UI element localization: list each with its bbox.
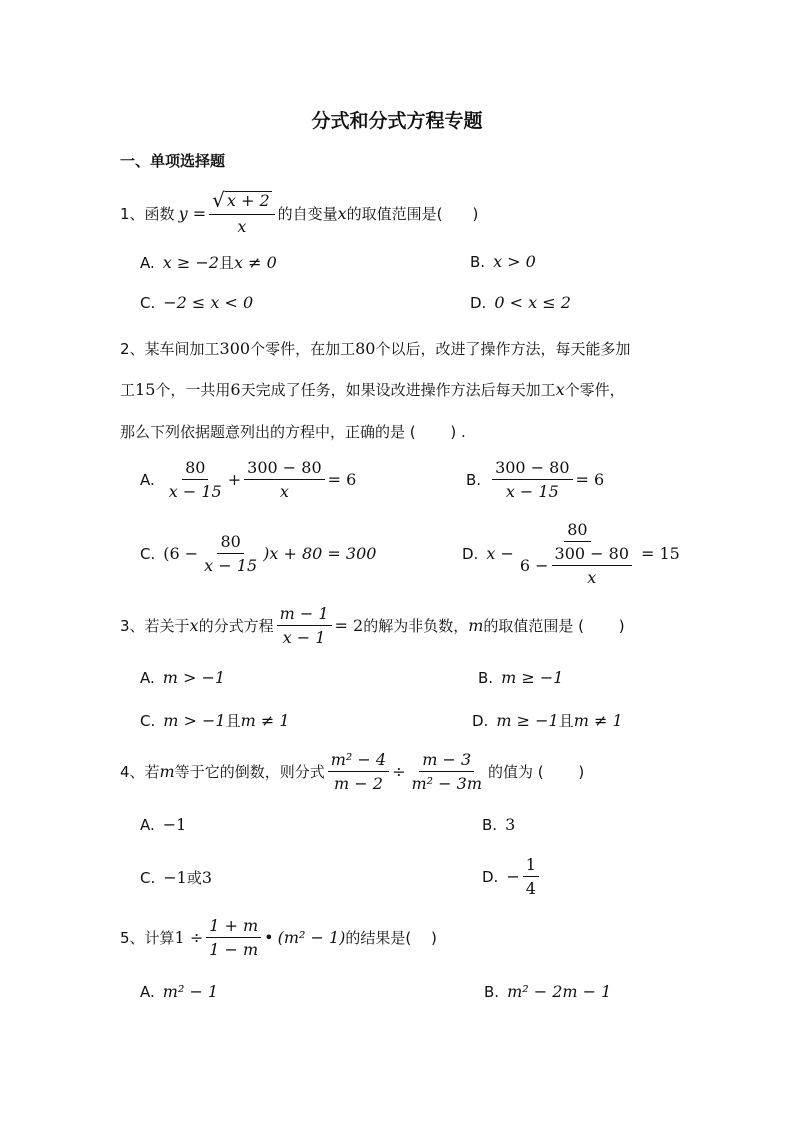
q4-fraction-1: $\frac{\text{m² − 4}}{m - 2}$ <box>328 750 389 793</box>
q4-option-c[interactable] <box>140 867 212 888</box>
q5-option-a[interactable] <box>140 982 218 1001</box>
option-fraction: $\frac{80}{x - 15}$ <box>204 532 258 575</box>
option-expr: 3 <box>201 868 213 887</box>
q1-option-c[interactable] <box>140 293 253 312</box>
option-label: C. <box>140 711 156 730</box>
option-fraction: $\frac{80}{x - 15}$ <box>168 458 222 501</box>
option-label: A. <box>140 470 155 489</box>
option-expr: −1 <box>162 815 187 834</box>
q2-var: x <box>555 380 565 399</box>
question-2-line-1 <box>120 338 630 359</box>
q4-var: m <box>159 762 175 781</box>
option-label: D. <box>472 711 489 730</box>
q1-fraction <box>209 190 275 236</box>
q1-radicand: x + 2 <box>226 191 270 210</box>
option-expr: m > −1 <box>162 668 226 687</box>
option-label: C. <box>140 293 156 312</box>
q5-option-b[interactable] <box>484 982 611 1001</box>
option-label: A. <box>140 982 155 1001</box>
page-title: 分式和分式方程专题 <box>311 110 483 132</box>
q2-number: 6 <box>230 380 241 399</box>
q4-fraction-2: $\frac{m - 3}{\text{m² − 3m}}$ <box>411 750 482 793</box>
q2-text: 个零件，在加工 <box>250 340 356 358</box>
option-label: A. <box>140 668 155 687</box>
q1-option-b[interactable] <box>470 252 536 271</box>
option-label: B. <box>482 815 498 834</box>
q2-number: 80 <box>355 339 376 358</box>
option-expr: m ≠ 1 <box>573 711 623 730</box>
q2-text: 个以后，改进了操作方法，每天能多加 <box>375 340 631 358</box>
q2-option-b[interactable] <box>466 458 604 501</box>
option-conj: 且 <box>225 712 241 730</box>
q4-option-d[interactable] <box>482 855 542 898</box>
option-label: B. <box>470 252 486 271</box>
option-expr: )x + 80 = 300 <box>263 544 377 563</box>
q5-dot: • <box>264 928 274 947</box>
option-fraction: 80 6 − $\frac{300 - 80}{x}$ <box>517 520 638 587</box>
q2-text: 天完成了任务，如果设改进操作方法后每天加工 <box>240 381 556 399</box>
option-fraction: $\frac{300 - 80}{x - 15}$ <box>492 458 572 501</box>
option-expr: 3 <box>505 815 516 834</box>
q1-mid-text: 的自变量 <box>277 204 338 223</box>
q3-var: x <box>189 616 199 635</box>
option-expr: m² − 2m − 1 <box>507 982 612 1001</box>
q2-number: 15 <box>135 380 156 399</box>
option-label: C. <box>140 868 156 887</box>
q1-denominator: x <box>237 217 247 236</box>
question-3 <box>120 604 625 647</box>
question-5 <box>120 916 437 959</box>
q1-pre-text: 函数 <box>144 204 175 223</box>
option-conj: 且 <box>218 254 234 272</box>
option-expr: m ≠ 1 <box>240 711 290 730</box>
q1-var: x <box>337 203 347 223</box>
option-expr: 0 < x ≤ 2 <box>494 293 571 312</box>
q1-option-d[interactable] <box>470 293 571 312</box>
q3-eq: = 2 <box>334 616 364 635</box>
option-conj: 或 <box>186 869 202 887</box>
option-label: D. <box>470 293 487 312</box>
option-expr: x − <box>486 544 514 563</box>
option-label: A. <box>140 815 155 834</box>
q1-prefix: 1、 <box>120 204 145 223</box>
q1-post-text: 的取值范围是( ) <box>346 204 479 223</box>
option-fraction: $\frac{1}{4}$ <box>523 855 539 898</box>
option-rhs: = 6 <box>575 470 605 489</box>
option-rhs: = 15 <box>641 544 680 563</box>
option-label: A. <box>140 253 155 272</box>
q2-text: 工 <box>120 381 136 399</box>
option-rhs: = 6 <box>327 470 357 489</box>
sqrt-icon: √ <box>212 188 225 212</box>
q5-fraction: $\frac{1 + m}{1 - m}$ <box>206 916 261 959</box>
question-2-line-2 <box>120 379 625 400</box>
option-label: D. <box>462 544 479 563</box>
q1-y-eq: y = <box>178 203 207 223</box>
option-expr: m > −1 <box>163 711 226 730</box>
q1-option-a[interactable] <box>140 252 277 273</box>
q4-option-a[interactable] <box>140 815 186 834</box>
option-expr: x ≥ −2 <box>162 253 219 272</box>
option-expr: −1 <box>163 868 187 887</box>
option-expr: x ≠ 0 <box>233 253 277 272</box>
option-sign: − <box>506 867 520 886</box>
q2-number: 300 <box>219 339 251 358</box>
option-expr: x > 0 <box>493 252 536 271</box>
q4-text: 的值为 ( ) <box>488 763 585 781</box>
question-1 <box>120 190 478 236</box>
q2-option-d[interactable] <box>462 520 680 587</box>
q2-option-a[interactable] <box>140 458 356 501</box>
q3-fraction: $\frac{m - 1}{x - 1}$ <box>277 604 332 647</box>
q5-expr: (m² − 1) <box>277 928 346 947</box>
option-op: + <box>227 470 242 489</box>
q3-text: 的分式方程 <box>198 617 274 635</box>
section-heading: 一、单项选择题 <box>120 152 226 170</box>
q2-text: 个，一共用 <box>155 381 231 399</box>
q3-option-c[interactable] <box>140 710 290 731</box>
q3-var: m <box>468 616 484 635</box>
q3-option-b[interactable] <box>478 668 563 687</box>
q3-option-d[interactable] <box>472 710 623 731</box>
q3-text: 3、若关于 <box>120 617 190 635</box>
q5-text: 5、计算 <box>120 929 175 947</box>
option-expr: m² − 1 <box>162 982 219 1001</box>
option-label: B. <box>466 470 482 489</box>
q5-expr: 1 ÷ <box>174 928 204 947</box>
option-expr: (6 − <box>163 544 199 563</box>
question-2-line-3: 那么下列依据题意列出的方程中，正确的是 ( ) . <box>120 423 466 441</box>
q4-divide: ÷ <box>392 762 406 781</box>
q3-text: 的解为非负数， <box>363 617 469 635</box>
question-4 <box>120 750 584 793</box>
q2-text: 个零件， <box>564 381 625 399</box>
q4-option-b[interactable] <box>482 815 515 834</box>
option-conj: 且 <box>558 712 574 730</box>
q3-option-a[interactable] <box>140 668 225 687</box>
option-fraction: $\frac{300 - 80}{x}$ <box>244 458 324 501</box>
option-label: B. <box>478 668 494 687</box>
q2-text: 2、某车间加工 <box>120 340 220 358</box>
q2-option-c[interactable] <box>140 532 376 575</box>
q4-text: 等于它的倒数，则分式 <box>174 763 325 781</box>
option-label: C. <box>140 544 156 563</box>
option-label: D. <box>482 867 499 886</box>
option-expr: m ≥ −1 <box>496 711 559 730</box>
q5-text: 的结果是( ) <box>345 929 437 947</box>
option-label: B. <box>484 982 500 1001</box>
q4-text: 4、若 <box>120 763 160 781</box>
option-expr: m ≥ −1 <box>501 668 564 687</box>
option-expr: −2 ≤ x < 0 <box>163 293 254 312</box>
q3-text: 的取值范围是 ( ) <box>483 617 625 635</box>
